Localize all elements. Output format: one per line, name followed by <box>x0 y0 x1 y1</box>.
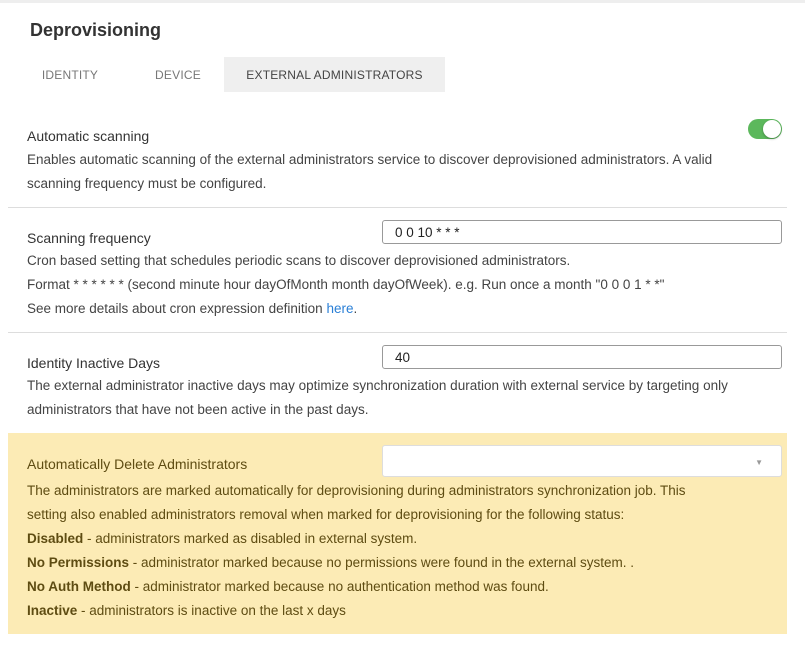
page-title: Deprovisioning <box>30 20 162 40</box>
status-text: - administrator marked because no authentication method was found. <box>130 579 549 594</box>
status-text: - administrators is inactive on the last x days <box>77 603 346 618</box>
auto-delete-section <box>8 433 787 634</box>
description-line: Format * * * * * * (second minute hour dayOfMonth month dayOfWeek). e.g. Run once a month "0 0 0 1 * *" <box>27 277 665 292</box>
auto-delete-label: Automatically Delete Administrators <box>27 456 248 472</box>
top-edge <box>0 0 805 3</box>
chevron-down-icon: ▼ <box>755 458 763 467</box>
status-disabled <box>27 527 686 551</box>
automatic-scanning-label: Automatic scanning <box>27 128 150 144</box>
status-name: Disabled <box>27 531 84 546</box>
status-name: Inactive <box>27 603 78 618</box>
status-text: - administrators marked as disabled in external system. <box>83 531 418 546</box>
identity-inactive-days-input[interactable] <box>382 345 782 369</box>
automatic-scanning-toggle[interactable] <box>748 119 782 139</box>
description-line: Enables automatic scanning of the external administrators service to discover deprovisioned administrators. A valid <box>27 152 713 167</box>
auto-delete-select[interactable] <box>382 445 782 477</box>
status-name: No Permissions <box>27 555 130 570</box>
description-line: scanning frequency must be configured. <box>27 176 267 191</box>
description-line: The external administrator inactive days may optimize synchronization duration with external service by targeting only <box>27 378 728 393</box>
status-text: - administrator marked because no permissions were found in the external system. . <box>129 555 635 570</box>
scanning-frequency-label: Scanning frequency <box>27 230 151 246</box>
automatic-scanning-section <box>8 107 787 207</box>
scanning-frequency-input[interactable] <box>382 220 782 244</box>
description-text: . <box>353 301 358 316</box>
automatic-scanning-description <box>27 148 712 196</box>
scanning-frequency-description <box>27 249 664 321</box>
tab-bar <box>8 57 445 92</box>
status-no-permissions <box>27 551 686 575</box>
tab-identity[interactable]: IDENTITY <box>41 67 99 82</box>
tab-device[interactable]: DEVICE <box>155 67 201 82</box>
description-line: Cron based setting that schedules periodic scans to discover deprovisioned administrators. <box>27 253 571 268</box>
identity-inactive-days-section <box>8 333 787 433</box>
status-inactive <box>27 599 686 623</box>
identity-inactive-days-description <box>27 374 728 422</box>
auto-delete-description <box>27 479 686 623</box>
scanning-frequency-section <box>8 208 787 332</box>
description-line: setting also enabled administrators removal when marked for deprovisioning for the following status: <box>27 507 625 522</box>
description-text: See more details about cron expression definition <box>27 301 327 316</box>
tab-external-administrators[interactable]: EXTERNAL ADMINISTRATORS <box>224 57 445 92</box>
identity-inactive-days-label: Identity Inactive Days <box>27 355 161 371</box>
description-line <box>27 297 664 321</box>
status-no-auth-method <box>27 575 686 599</box>
status-name: No Auth Method <box>27 579 131 594</box>
cron-docs-link[interactable]: here <box>326 301 354 316</box>
description-line: The administrators are marked automatically for deprovisioning during administrators synchronization job. This <box>27 483 686 498</box>
toggle-knob <box>763 120 781 138</box>
description-line: administrators that have not been active in the past days. <box>27 402 369 417</box>
